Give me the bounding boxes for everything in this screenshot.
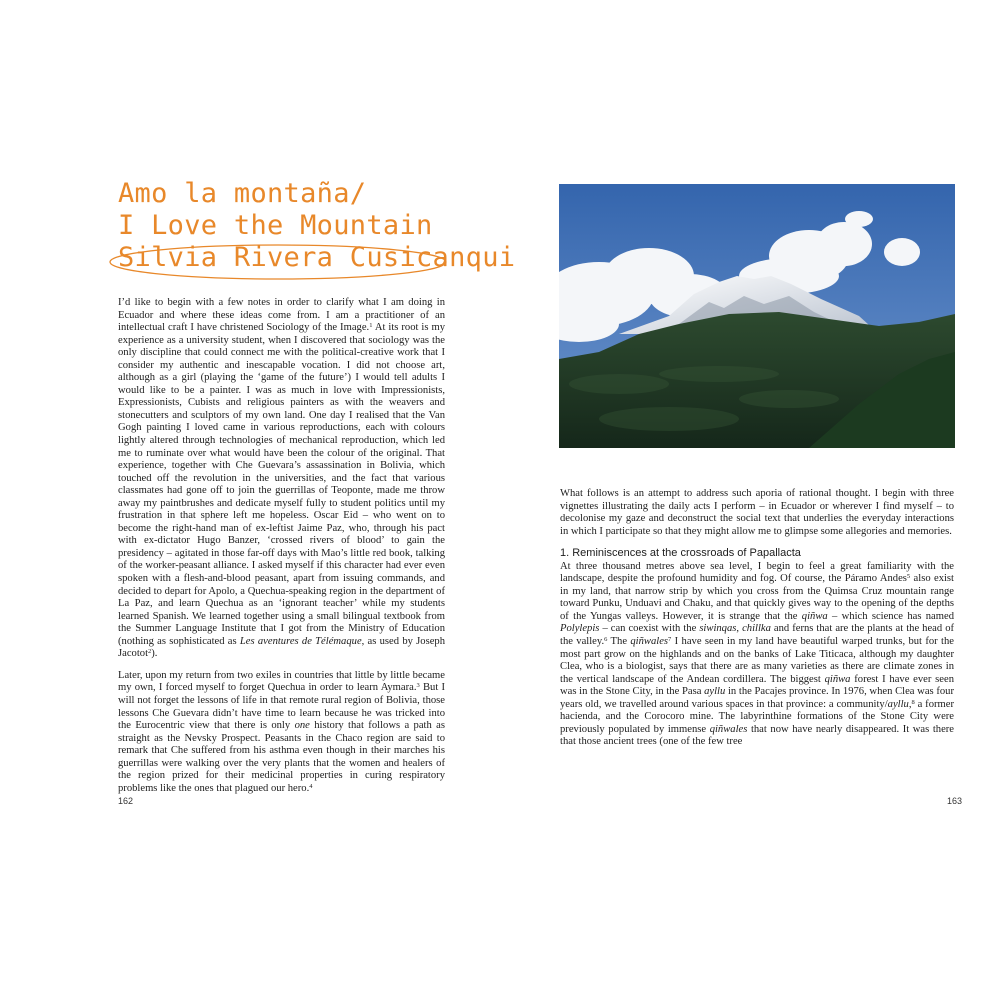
chapter-title-block — [118, 178, 516, 274]
left-paragraph-1: I’d like to begin with a few notes in order to clarify what I am doing in Ecuador and where these ideas come from. I am a practitioner of an intellectual craft I have christened Sociology of the Image.$^1$ At its root is my experience as a university student, when I discovered that sociology was the only discipline that could connect me with the political-creative work that I consider my authentic and inescapable vocation. I did not choose art, although as a girl (playing the ‘game of the future’) I would tell adults I would like to be a painter. I was as much in love with Impressionists, Expressionists, Cubists and religious painters as with the weavers and stonecutters and sculptors of my own land. One day I realised that the Van Gogh painting I loved came in various reproductions, each with colours lightly altered through technologies of mechanical reproduction, which led me to ruminate over what would have been the colour of the original. That experience, together with Che Guevara’s assassination in Bolivia, which touched off the revolution in the universities, and the fact that various classmates had gone off to join the guerrillas of Teoponte, made me throw away my paintbrushes and dedicate myself fully to student politics until my frustration in that sphere left me hopeless. Oscar Eid – who went on to become the right-hand man of ex-leftist Jaime Paz, who, through his pact with ex-dictator Hugo Banzer, ‘crossed rivers of blood’ to gain the presidency – agitated in those far-off days with Mao’s little red book, talking of the worker-peasant alliance. I asked myself if this character had ever even spoken with a flesh-and-blood peasant, apart from issuing commands, and decided to depart for Apolo, a Quechua-speaking region in the department of La Paz, and learn Quechua as an ‘ignorant teacher’ while my students learned Spanish. We learned together using a small bilingual textbook from the Summer Language Institute that I got from the Ministry of Education (nothing as sophisticated as Les aventures de Télémaque, as used by Joseph Jacotot$^2$). — [118, 297, 446, 660]
chapter-title-english: I Love the Mountain — [118, 210, 433, 241]
right-section-paragraph: At three thousand metres above sea level, I begin to feel a great familiarity with the landscape, despite the profound humidity and fog. Of course, the Páramo Andes$^5$ also exist in my land, that narrow strip by which you cross from the Quimsa Cruz mountain range toward Punku, Unduavi and Chaku, and that quickly gives way to the opening of the depths of the Yungas valleys. However, it is strange that the qiñwa – which science has named Polylepis – can coexist with the siwinqas, chillka and ferns that are the plants at the head of the valley.$^6$ The qiñwales$^7$ I have seen in my land have beautiful warped trunks, but for the most part grow on the highlands and on the banks of Lake Titicaca, although my daughter Clea, who is a biologist, says that there are as many varieties as there are climate zones in the vertical landscape of the Andean cordillera. The biggest qiñwa forest I have ever seen was in the Stone City, in the Pasa ayllu in the Pacajes province. In 1976, when Clea was four years old, we travelled around various spaces in that province: a community/ayllu,$^8$ a former hacienda, and the Corocoro mine. The labyrinthine formations of the Stone City were previously populated by immense qiñwales that now have nearly disappeared. It was there that those ancient trees (one of the few tree — [560, 560, 955, 748]
left-body-text — [118, 297, 445, 804]
author-name: Silvia Rivera Cusicanqui — [118, 242, 516, 273]
author-name-wrap — [118, 242, 515, 274]
section-heading: 1. Reminiscences at the crossroads of Papallacta — [560, 547, 801, 560]
right-intro-paragraph: What follows is an attempt to address such aporia of rational thought. I begin with three vignettes illustrating the daily acts I perform – in Ecuador or wherever I find myself – to decolonise my gaze and deconstruct the social text that underlies the everyday interactions in which I participate so that they might allow me to glimpse some allegories and memories. — [560, 488, 954, 537]
right-page — [500, 0, 1000, 1000]
right-body-text — [560, 488, 954, 758]
page-number-left: 162 — [118, 796, 134, 806]
left-paragraph-2: Later, upon my return from two exiles in countries that little by little became my own, I forced myself to forget Quechua in order to learn Aymara.$^3$ But I will not forget the lessons of life in that remote rural region of Bolivia, those lessons Che Guevara didn’t have time to learn because he was tricked into the Eurocentric view that there is only one history that follows a path as straight as the Nevsky Prospect. Peasants in the Chaco region are said to remark that Che suffered from his asthma even though in their marches his guerrillas were walking over the very plants that the women and healers of the region prized for their medicinal properties in curing respiratory problems like the ones that plagued our hero.$^4$ — [118, 669, 445, 794]
mountain-photo — [559, 184, 955, 448]
page-number-right: 163 — [947, 796, 963, 806]
chapter-title-spanish: Amo la montaña/ — [118, 178, 367, 209]
mountain-photo-illustration — [559, 184, 955, 448]
